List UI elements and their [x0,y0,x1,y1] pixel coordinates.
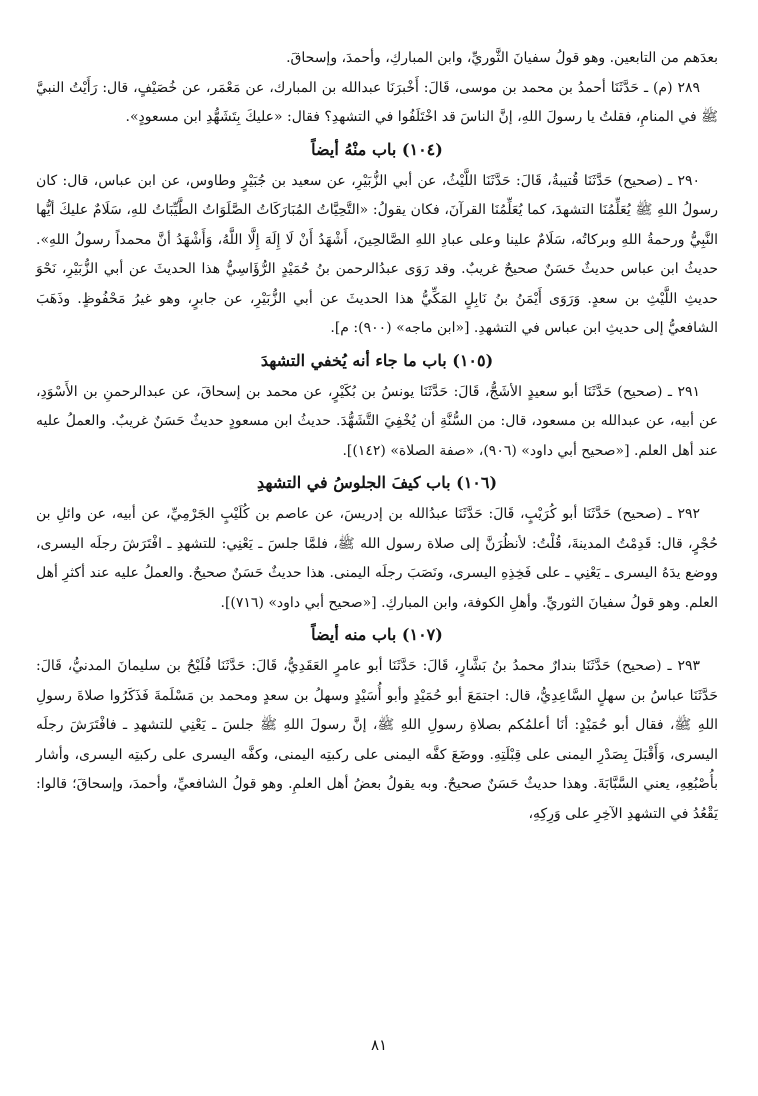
paragraph-continuation: بعدَهم من التابعين. وهو قولُ سفيانَ الثَّوريِّ، وابن المباركِ، وأحمدَ، وإسحاقَ. [286,50,718,66]
chapter-heading-107: (١٠٧) باب منه أيضاً [311,625,443,644]
hadith-292: ٢٩٢ ـ (صحيح) حَدَّثَنَا أبو كُرَيْبٍ، قَالَ: حَدَّثَنَا عبدُالله بن إدريسَ، عن عاصم بن كُلَيْبٍ الجَرْمِيِّ، عن أبيه، عن وائلِ بن حُجْرٍ، قال: قَدِمْتُ المدينةَ، قُلْتُ: لأنظُرَنَّ إلى صلاة رسول الله ﷺ، فلمَّا جلسَ ـ يَعْنِي: للتشهدِ ـ افْتَرَشَ رجلَه اليسرى، ووضع يدَهُ اليسرى ـ يَعْنِي ـ على فَخِذِهِ اليسرى، ونَصَبَ رجلَه اليمنى. هذا حديثٌ حَسَنٌ صحيحٌ. والعملُ عليه عند أكثرِ أهل العلم. وهو قولُ سفيانَ الثوريِّ. وأهلِ الكوفة، وابن المباركِ. [«صحيح أبي داود» (٧١٦)]. [36,506,718,611]
page-number: ٨١ [370,1036,388,1054]
hadith-289: ٢٨٩ (م) ـ حَدَّثَنَا أحمدُ بن محمد بن موسى، قَالَ: أَخْبرَنَا عبدالله بن المبارك، عن مَعْمَر، عن خُصَيْفٍ، قال: رَأَيْتُ النبيَّ ﷺ في المنامِ، فقلتُ يا رسولَ اللهِ، إنَّ الناسَ قد اخْتَلَفُوا في التشهدِ؟ فقال: «عليكَ بِتَشَهُّدِ ابن مسعودٍ». [36,79,718,125]
hadith-293: ٢٩٣ ـ (صحيح) حَدَّثَنَا بندارٌ محمدُ بنُ بَشَّارٍ، قَالَ: حَدَّثَنَا أبو عامرٍ العَقَدِيُّ، قَالَ: حَدَّثَنَا فُلَيْحُ بن سليمانَ المدنيُّ، قَالَ: حَدَّثَنَا عباسُ بن سهلٍ السَّاعِدِيُّ، قال: اجتمَعَ أبو حُمَيْدٍ وأبو أُسَيْدٍ وسهلُ بن سعدٍ ومحمد بن مَسْلَمةَ فَذَكَرُوا صلاةَ رسولِ اللهِ ﷺ، فقال أبو حُمَيْدٍ: أنَا أعلمُكم بصلاةِ رسولِ اللهِ ﷺ، إنَّ رسولَ اللهِ ﷺ جلسَ ـ يَعْنِي للتشهدِ ـ فافْتَرَشَ رجلَه اليسرى، وَأَقْبَلَ بِصَدْرِ اليمنى على قِبْلَتِهِ. ووضَعَ كفَّه اليمنى على ركبتِه اليمنى، وكفَّه اليسرى على ركبتِه اليسرى، وأشار بأُصْبُعِهِ، يعني السَّبَّابَةَ. وهذا حديثٌ حَسَنٌ صحيحٌ. وبه يقولُ بعضُ أهل العلمِ. وهو قولُ الشافعيِّ، وأحمدَ، وإسحاقَ؛ قالوا: يَقْعُدُ في التشهدِ الآخِرِ على وَرِكِهِ، [36,658,718,822]
chapter-heading-106: (١٠٦) باب كيفَ الجلوسُ في التشهدِ [256,473,498,492]
hadith-291: ٢٩١ ـ (صحيح) حَدَّثَنَا أبو سعيدٍ الأشَجُّ، قَالَ: حَدَّثَنَا يونسُ بن بُكَيْرٍ، عن محمد بن إسحاقَ، عن عبدالرحمنِ بن الأَسْوَدِ، عن أبيه، عن عبدالله بن مسعود، قال: من السُّنَّةِ أن يُخْفِيَ التَّشَهُّدَ. حديثُ ابن مسعودٍ حديثٌ حَسَنٌ غريبٌ. والعملُ عليه عند أهل العلم. [«صحيح أبي داود» (٩٠٦)، «صفة الصلاة» (١٤٢)]. [36,383,718,459]
chapter-heading-104: (١٠٤) باب منْهُ أيضاً [311,139,443,159]
hadith-290: ٢٩٠ ـ (صحيح) حَدَّثَنَا قُتيبةُ، قَالَ: حَدَّثَنَا اللَّيْثُ، عن أبي الزُّبَيْرِ، عن سعيد بن جُبَيْرٍ وطاوس، عن ابن عباس، قال: كان رسولُ اللهِ ﷺ يُعَلِّمُنَا التشهدَ، كما يُعَلِّمُنَا القرآنَ، فكان يقولُ: «التَّحِيَّاتُ المُبَارَكَاتُ الصَّلَوَاتُ الطَّيِّبَاتُ للهِ، سَلَامٌ عليكَ أيُّها النَّبِيُّ ورحمةُ اللهِ وبركاتُه، سَلَامٌ علينا وعلى عبادِ اللهِ الصَّالحِينَ، أَشْهَدُ أَنْ لَا إِلَهَ إِلَّا اللَّهُ، وَأَشْهَدُ أنَّ محمداً رسولُ اللهِ». حديثُ ابن عباس حديثٌ حَسَنٌ صحيحٌ غريبٌ. وقد رَوَى عبدُالرحمن بنُ حُمَيْدٍ الرُّؤَاسِيُّ هذا الحديثَ عن أبي الزُّبَيْرِ، نَحْوَ حديثِ اللَّيْثِ بن سعدٍ. وَرَوَى أَيْمَنُ بنُ نَابِلٍ المَكِّيُّ هذا الحديثَ عن أبي الزُّبَيْرِ، عن جابرٍ، وهو غيرُ مَحْفُوظٍ. وذَهَبَ الشافعيُّ إلى حديثِ ابن عباس في التشهدِ. [«ابن ماجه» (٩٠٠): م]. [36,172,718,336]
chapter-heading-105: (١٠٥) باب ما جاء أنه يُخفي التشهدَ [260,350,494,370]
